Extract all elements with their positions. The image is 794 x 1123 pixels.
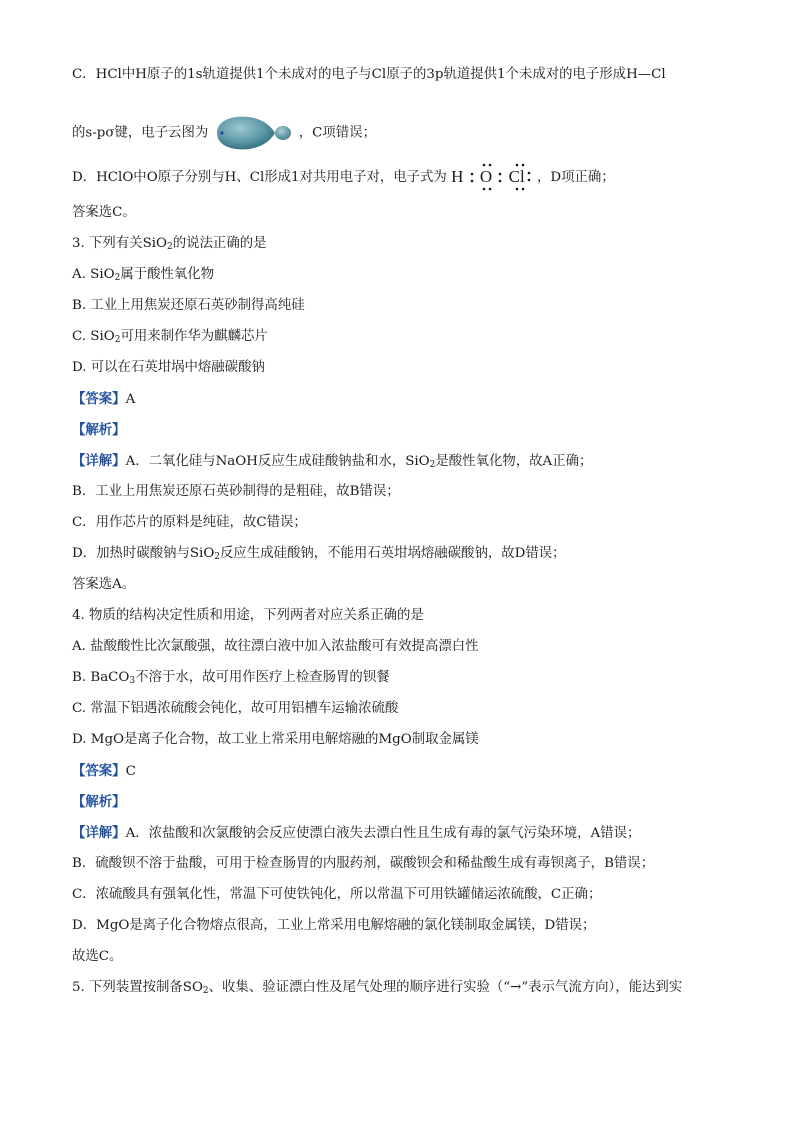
lone-pair-dots	[478, 162, 498, 168]
lewis-atom-cl: Cl	[508, 167, 525, 186]
detail-line	[72, 917, 595, 935]
analysis-line	[72, 421, 126, 440]
answer-value: C	[125, 764, 136, 779]
answer-line	[72, 390, 135, 409]
text-span: 答案选C。	[72, 205, 136, 220]
bond-pair-dots	[468, 169, 476, 187]
lone-pair-dots	[509, 186, 533, 192]
text-span: ，C项错误；	[298, 125, 376, 141]
detail-line	[72, 514, 307, 532]
text-span: B. 工业上用焦炭还原石英砂制得高纯硅	[72, 298, 305, 313]
question-3-stem	[72, 235, 267, 256]
text-line	[72, 204, 136, 222]
text-span: D．HClO中O原子分别与H、Cl形成1对共用电子对，电子式为	[72, 170, 447, 186]
text-span: 的s-pσ键，电子云图为	[72, 125, 209, 141]
option-a	[72, 638, 479, 656]
lewis-atom-cl-wrap	[509, 168, 525, 186]
text-span: A. 盐酸酸性比次氯酸强，故往漂白液中加入浓盐酸可有效提高漂白性	[72, 639, 479, 654]
detail-line	[72, 886, 601, 904]
nucleus-dot	[220, 131, 223, 134]
text-span: C．浓硫酸具有强氧化性，常温下可使铁钝化，所以常温下可用铁罐储运浓硫酸，C正确；	[72, 887, 602, 902]
subscript: 2	[114, 335, 121, 345]
question-5-stem	[72, 979, 682, 1000]
detail-line	[72, 452, 592, 474]
text-span: A. SiO	[72, 267, 115, 282]
electron-cloud-figure	[213, 114, 295, 152]
subscript: 2	[429, 460, 436, 470]
text-span: 不溶于水，故可用作医疗上检查肠胃的钡餐	[135, 670, 390, 685]
text-span: B. BaCO	[72, 670, 130, 685]
lone-pair-dots	[526, 168, 532, 186]
analysis-tag: 【解析】	[72, 794, 126, 810]
lewis-structure	[451, 168, 525, 187]
text-line	[72, 576, 135, 594]
detail-line	[72, 545, 566, 566]
text-span: D. 可以在石英坩埚中熔融碳酸钠	[72, 360, 265, 375]
option-b	[72, 669, 390, 690]
text-span: B．硫酸钡不溶于盐酸，可用于检查肠胃的内服药剂，碳酸钡会和稀盐酸生成有毒钡离子，B错误；	[72, 856, 655, 871]
text-span: 是酸性氧化物，故A正确；	[435, 454, 593, 469]
text-span: A．浓盐酸和次氯酸钠会反应使漂白液失去漂白性且生成有毒的氯气污染环境，A错误；	[125, 826, 641, 841]
text-span: C．用作芯片的原料是纯硅，故C错误；	[72, 515, 307, 530]
detail-tag: 【详解】	[72, 453, 126, 469]
question-4-stem	[72, 607, 424, 625]
option-c	[72, 700, 398, 718]
option-d	[72, 359, 265, 377]
detail-line	[72, 824, 640, 843]
answer-line	[72, 762, 136, 781]
text-span: 属于酸性氧化物	[120, 267, 215, 282]
text-span: A．二氧化硅与NaOH反应生成硅酸钠盐和水，SiO	[125, 454, 430, 469]
subscript: 2	[167, 242, 173, 252]
text-span: C. SiO	[72, 329, 115, 344]
answer-value: A	[125, 392, 136, 407]
text-span: 的说法正确的是	[172, 236, 267, 251]
analysis-line	[72, 793, 126, 812]
text-span: 可用来制作华为麒麟芯片	[120, 329, 268, 344]
orbital-lobe-small	[275, 126, 291, 140]
text-span: D. MgO是离子化合物，故工业上常采用电解熔融的MgO制取金属镁	[72, 732, 479, 747]
text-span: 5. 下列装置按制备SO	[72, 980, 203, 995]
text-span: 答案选A。	[72, 577, 136, 592]
lewis-atom-h: H	[451, 167, 464, 186]
detail-line	[72, 855, 654, 873]
subscript: 3	[129, 676, 136, 686]
lone-pair-dots	[478, 186, 498, 192]
text-span: 3. 下列有关SiO	[72, 236, 168, 251]
text-line	[72, 168, 615, 187]
text-line	[72, 66, 666, 84]
analysis-tag: 【解析】	[72, 422, 126, 438]
subscript: 2	[214, 552, 221, 562]
option-c	[72, 328, 268, 349]
subscript: 2	[202, 986, 209, 996]
text-span: B．工业上用焦炭还原石英砂制得的是粗硅，故B错误；	[72, 484, 400, 499]
option-b	[72, 297, 305, 315]
text-span: C．HCl中H原子的1s轨道提供1个未成对的电子与Cl原子的3p轨道提供1个未成对的电子形成H—Cl	[72, 67, 666, 82]
detail-line	[72, 483, 400, 501]
answer-tag: 【答案】	[72, 391, 126, 407]
text-span: C. 常温下铝遇浓硫酸会钝化，故可用铝槽车运输浓硫酸	[72, 701, 399, 716]
subscript: 2	[114, 273, 121, 283]
detail-tag: 【详解】	[72, 825, 126, 841]
text-span: 反应生成硅酸钠，不能用石英坩埚熔融碳酸钠，故D错误；	[220, 546, 566, 561]
text-span: 4. 物质的结构决定性质和用途，下列两者对应关系正确的是	[72, 608, 424, 623]
lewis-atom-o: O	[479, 167, 493, 186]
text-span: 故选C。	[72, 949, 123, 964]
bond-pair-dots	[496, 169, 504, 187]
option-a	[72, 266, 214, 287]
option-d	[72, 731, 479, 749]
lewis-atom-o-wrap	[480, 168, 492, 186]
answer-tag: 【答案】	[72, 763, 126, 779]
text-span: 、收集、验证漂白性及尾气处理的顺序进行实验（“→”表示气流方向），能达到实	[208, 980, 683, 995]
text-line	[72, 948, 122, 966]
text-span: ，D项正确；	[536, 170, 615, 186]
orbital-lobe-large	[217, 117, 275, 150]
text-span: D．MgO是离子化合物熔点很高，工业上常采用电解熔融的氯化镁制取金属镁，D错误；	[72, 918, 596, 933]
text-span: D．加热时碳酸钠与SiO	[72, 546, 215, 561]
text-line	[72, 114, 376, 152]
